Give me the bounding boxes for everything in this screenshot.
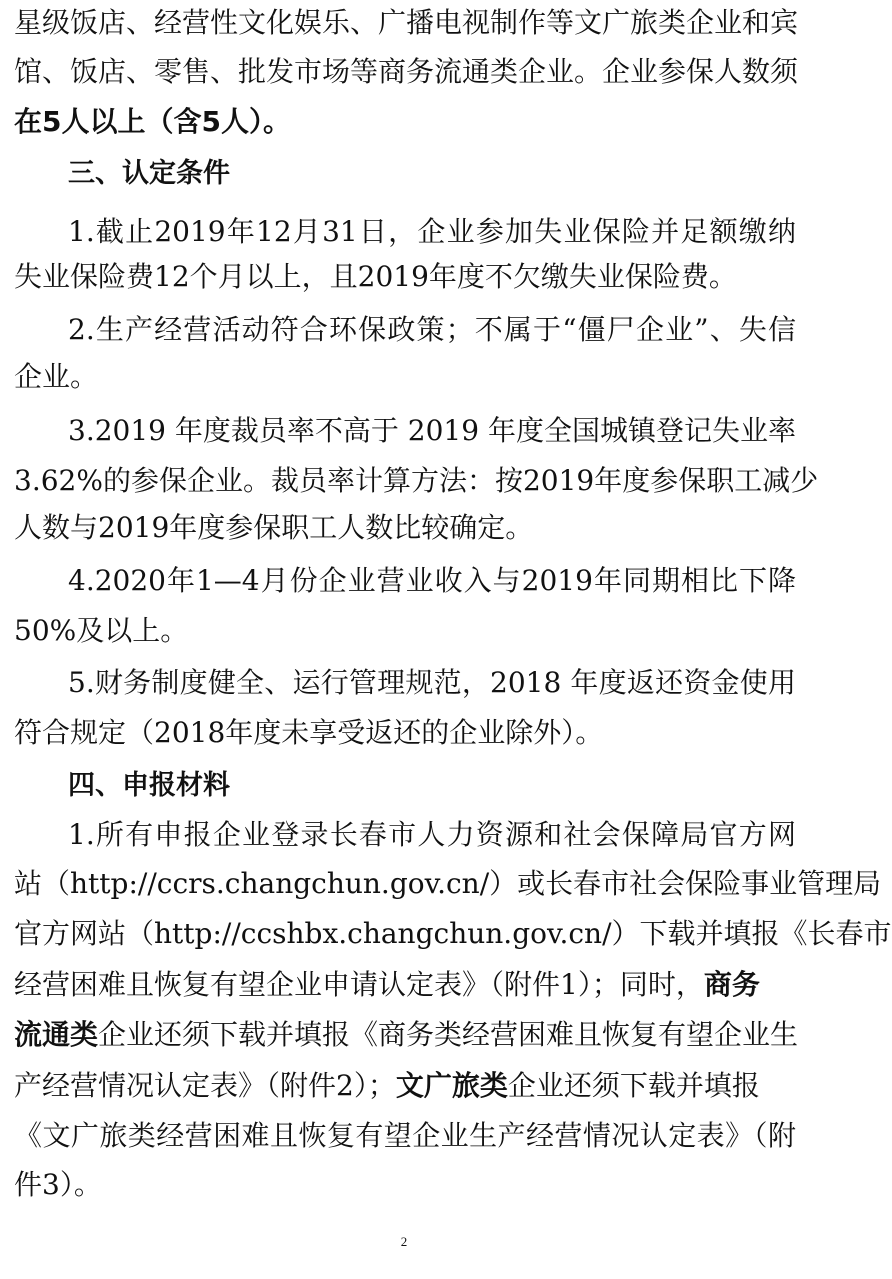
paragraph-line: 50%及以上。	[14, 614, 189, 647]
paragraph-line: 星级饭店、经营性文化娱乐、广播电视制作等文广旅类企业和宾	[14, 6, 799, 39]
paragraph-line	[14, 1063, 796, 1109]
line-text: 经营困难且恢复有望企业申请认定表》（附件1）；同时，	[14, 968, 704, 1001]
line-text: 企业还须下载并填报	[507, 1069, 760, 1102]
paragraph-line: 《文广旅类经营困难且恢复有望企业生产经营情况认定表》（附	[14, 1119, 796, 1152]
paragraph-line: 4.2020年1—4月份企业营业收入与2019年同期相比下降	[68, 564, 796, 597]
paragraph-line	[14, 962, 796, 1008]
bold-phrase: 商务	[703, 968, 760, 1001]
paragraph-line: 2.生产经营活动符合环保政策；不属于“僵尸企业”、失信	[68, 313, 796, 346]
section-heading-materials: 四、申报材料	[68, 770, 230, 801]
section-heading-criteria: 三、认定条件	[68, 158, 230, 189]
paragraph-line: 企业。	[14, 360, 99, 393]
line-text: 产经营情况认定表》（附件2）；	[14, 1069, 396, 1102]
bold-phrase: 文广旅类	[395, 1069, 508, 1102]
paragraph-line: 件3）。	[14, 1168, 102, 1201]
bold-phrase: 流通类	[14, 1018, 99, 1051]
page-number: 2	[400, 1234, 408, 1249]
paragraph-line: 1.所有申报企业登录长春市人力资源和社会保障局官方网	[68, 818, 796, 851]
paragraph-line: 失业保险费12个月以上，且2019年度不欠缴失业保险费。	[14, 260, 737, 293]
paragraph-line: 馆、饭店、零售、批发市场等商务流通类企业。企业参保人数须	[14, 55, 799, 88]
paragraph-line: 官方网站（http://ccshbx.changchun.gov.cn/）下载并填报《长春市	[14, 917, 892, 950]
paragraph-line: 5.财务制度健全、运行管理规范，2018 年度返还资金使用	[68, 666, 796, 699]
paragraph-line: 在5人以上（含5人）。	[14, 105, 291, 138]
paragraph-line: 符合规定（2018年度未享受返还的企业除外）。	[14, 716, 604, 749]
paragraph-line: 3.2019 年度裁员率不高于 2019 年度全国城镇登记失业率	[68, 414, 796, 447]
paragraph-line: 人数与2019年度参保职工人数比较确定。	[14, 511, 534, 544]
paragraph-line: 3.62%的参保企业。裁员率计算方法：按2019年度参保职工减少	[14, 464, 819, 497]
paragraph-line	[14, 1012, 799, 1058]
paragraph-line: 站（http://ccrs.changchun.gov.cn/）或长春市社会保险事业管理局	[14, 867, 882, 900]
paragraph-line: 1.截止2019年12月31日，企业参加失业保险并足额缴纳	[68, 215, 796, 248]
line-text: 企业还须下载并填报《商务类经营困难且恢复有望企业生	[98, 1018, 799, 1051]
